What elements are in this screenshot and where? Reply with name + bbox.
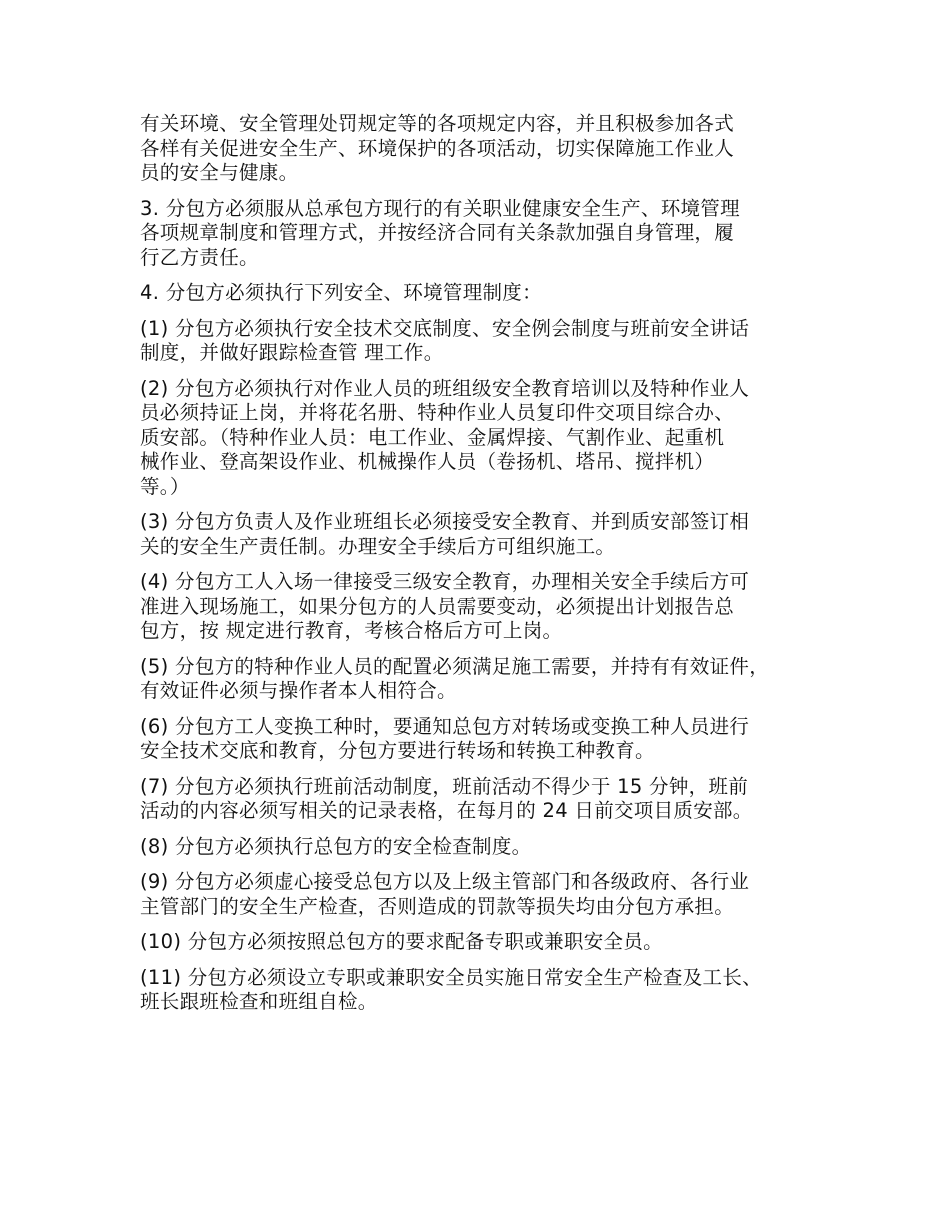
text-line: 有关环境、安全管理处罚规定等的各项规定内容，并且积极参加各式 <box>140 112 735 135</box>
paragraph <box>140 870 830 919</box>
text-line: (9) 分包方必须虚心接受总包方以及上级主管部门和各级政府、各行业 <box>140 870 750 893</box>
text-line: 活动的内容必须写相关的记录表格，在每月的 24 日前交项目质安部。 <box>140 799 753 822</box>
paragraph <box>140 930 830 955</box>
text-line: 员的安全与健康。 <box>140 161 299 184</box>
text-line: (7) 分包方必须执行班前活动制度，班前活动不得少于 15 分钟，班前 <box>140 774 749 798</box>
text-line: 包方，按 规定进行教育，考核合格后方可上岗。 <box>140 619 563 642</box>
paragraph <box>140 835 830 860</box>
paragraph <box>140 377 830 500</box>
text-line: (10) 分包方必须按照总包方的要求配备专职或兼职安全员。 <box>140 930 663 953</box>
text-line: (5) 分包方的特种作业人员的配置必须满足施工需要，并持有有效证件， <box>140 654 770 678</box>
paragraph <box>140 510 830 559</box>
text-line: 3. 分包方必须服从总承包方现行的有关职业健康安全生产、环境管理 <box>140 196 740 220</box>
text-line: (11) 分包方必须设立专职或兼职安全员实施日常安全生产检查及工长、 <box>140 965 762 989</box>
paragraph <box>140 775 830 824</box>
text-line: 安全技术交底和教育，分包方要进行转场和转换工种教育。 <box>140 739 655 762</box>
text-line: (6) 分包方工人变换工种时，要通知总包方对转场或变换工种人员进行 <box>140 714 750 738</box>
paragraph <box>140 570 830 644</box>
text-line: 等。） <box>140 474 190 498</box>
text-line: 各样有关促进安全生产、环境保护的各项活动，切实保障施工作业人 <box>140 136 735 160</box>
text-line: (4) 分包方工人入场一律接受三级安全教育，办理相关安全手续后方可 <box>140 570 750 593</box>
text-line: 质安部。（特种作业人员：电工作业、金属焊接、气割作业、起重机 <box>140 425 725 449</box>
paragraph <box>140 715 830 764</box>
text-line: 班长跟班检查和班组自检。 <box>140 990 378 1013</box>
paragraph <box>140 966 830 1015</box>
paragraph <box>140 197 830 271</box>
text-line: (1) 分包方必须执行安全技术交底制度、安全例会制度与班前安全讲话 <box>140 316 750 340</box>
text-line: 制度，并做好跟踪检查管 理工作。 <box>140 341 444 364</box>
paragraph <box>140 281 830 306</box>
text-line: 员必须持证上岗，并将花名册、特种作业人员复印件交项目综合办、 <box>140 401 735 424</box>
text-line: 各项规章制度和管理方式，并按经济合同有关条款加强自身管理，履 <box>140 221 735 244</box>
text-line: 关的安全生产责任制。办理安全手续后方可组织施工。 <box>140 534 616 558</box>
text-line: 4. 分包方必须执行下列安全、环境管理制度： <box>140 281 542 304</box>
text-line: 行乙方责任。 <box>140 245 259 269</box>
paragraph <box>140 655 830 704</box>
document-page <box>140 112 830 1026</box>
text-line: 主管部门的安全生产检查，否则造成的罚款等损失均由分包方承担。 <box>140 894 735 918</box>
paragraph <box>140 112 830 186</box>
text-line: 准进入现场施工，如果分包方的人员需要变动，必须提出计划报告总 <box>140 594 735 618</box>
text-line: (2) 分包方必须执行对作业人员的班组级安全教育培训以及特种作业人 <box>140 376 750 400</box>
text-line: (8) 分包方必须执行总包方的安全检查制度。 <box>140 834 532 858</box>
text-line: 械作业、登高架设作业、机械操作人员（卷扬机、塔吊、搅拌机） <box>140 450 715 473</box>
text-line: 有效证件必须与操作者本人相符合。 <box>140 679 457 702</box>
paragraph <box>140 317 830 366</box>
text-line: (3) 分包方负责人及作业班组长必须接受安全教育、并到质安部签订相 <box>140 510 750 533</box>
